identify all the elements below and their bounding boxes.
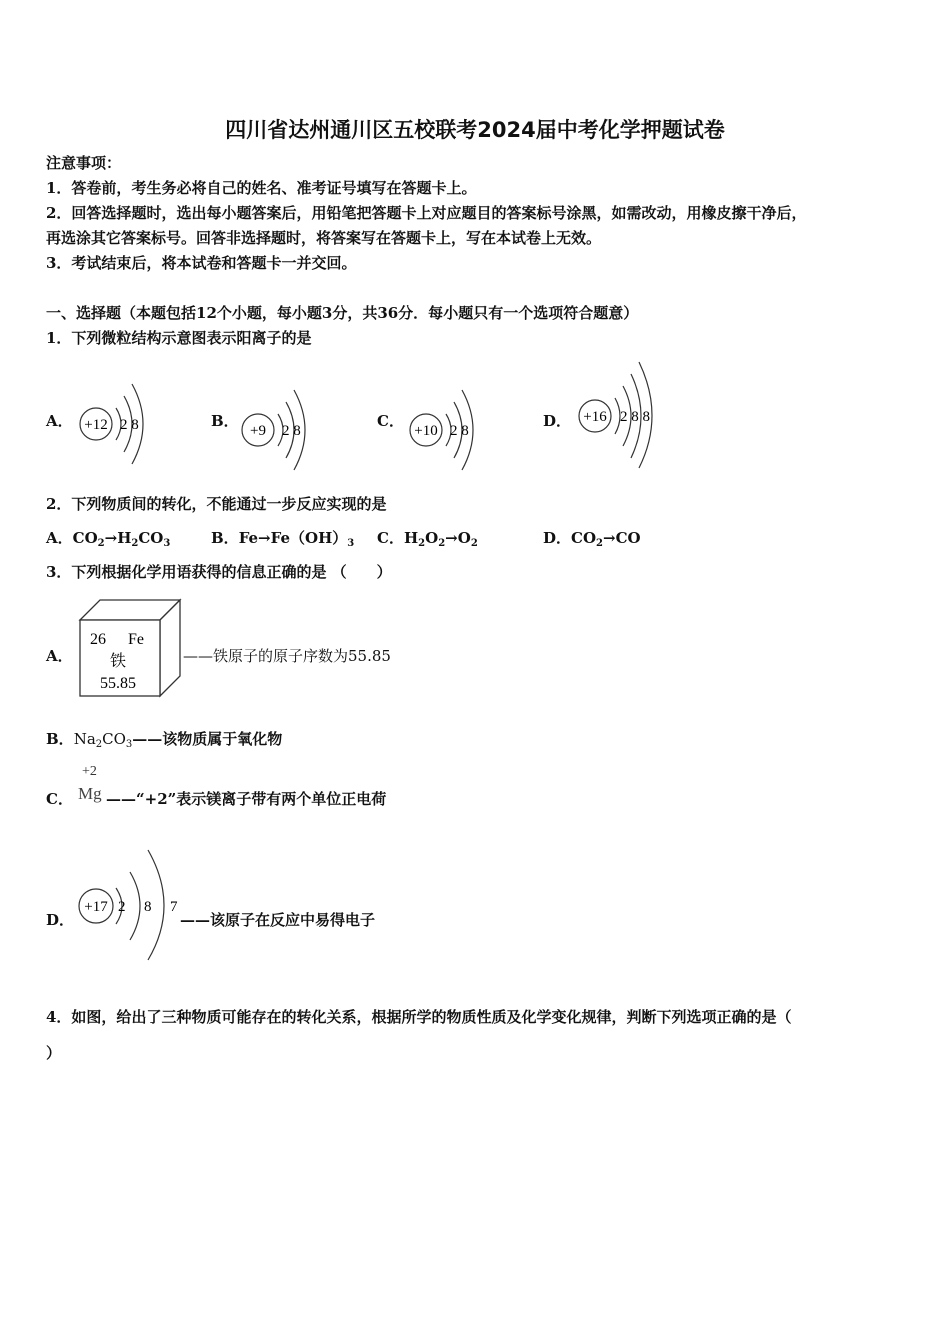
q1-option-b-diagram xyxy=(238,384,318,474)
q3-option-b: B．$Na_2CO_3——$该物质属于氧化物 xyxy=(46,730,283,750)
section-heading: 一、选择题（本题包括12个小题，每小题3分，共36分．每小题只有一个选项符合题意） xyxy=(46,304,639,322)
q1-option-b-label: B． xyxy=(211,412,239,430)
element-symbol: Fe xyxy=(128,631,144,648)
chlorine-atom-diagram xyxy=(74,846,186,962)
question-3-stem: 3．下列根据化学用语获得的信息正确的是 （ ） xyxy=(46,563,392,581)
mg-symbol: Mg xyxy=(78,784,102,803)
shell-3-electrons: 7 xyxy=(170,899,178,915)
question-2-stem: 2．下列物质间的转化，不能通过一步反应实现的是 xyxy=(46,495,387,513)
q1-option-c-diagram xyxy=(406,384,486,474)
nucleus-charge: +12 xyxy=(84,417,108,433)
mg-charge: +2 xyxy=(82,764,97,779)
shell-1-electrons: 2 xyxy=(118,899,126,915)
atomic-mass: 55.85 xyxy=(100,675,136,692)
question-4-stem: 4．如图，给出了三种物质可能存在的转化关系，根据所学的物质性质及化学变化规律，判断下列选项正确的是（ xyxy=(46,1008,792,1026)
q1-option-d-label: D． xyxy=(543,412,572,430)
electron-shells: 2 8 xyxy=(120,417,139,433)
question-4-stem-end: ） xyxy=(46,1044,62,1062)
q3-option-a-label: A． xyxy=(46,647,73,665)
element-name: 铁 xyxy=(110,653,127,670)
notice-item: 再选涂其它答案标号。回答非选择题时，将答案写在答题卡上，写在本试卷上无效。 xyxy=(46,229,602,247)
nucleus-charge: +9 xyxy=(250,423,266,439)
q1-option-a-label: A． xyxy=(46,412,73,430)
notice-heading: 注意事项： xyxy=(46,154,122,172)
q3-option-d-desc: ——该原子在反应中易得电子 xyxy=(180,911,376,929)
q2-option-d: D．$CO_2\to CO$ xyxy=(543,529,641,549)
page-title: 四川省达州通川区五校联考2024届中考化学押题试卷 xyxy=(225,118,725,142)
element-cell-iron xyxy=(76,596,186,698)
q1-option-d-diagram xyxy=(575,358,675,470)
q2-option-b: B．$Fe\to Fe(OH)_3$ xyxy=(211,529,355,549)
notice-item: 3．考试结束后，将本试卷和答题卡一并交回。 xyxy=(46,254,357,272)
q2-option-a: A．$CO_2\to H_2CO_3$ xyxy=(46,529,171,549)
notice-item: 2．回答选择题时，选出每小题答案后，用铅笔把答题卡上对应题目的答案标号涂黑，如需改动，用橡皮擦干净后， xyxy=(46,204,807,222)
q1-option-a-diagram xyxy=(76,378,156,468)
q3-option-c-desc: ——“+2”表示镁离子带有两个单位正电荷 xyxy=(106,790,387,808)
notice-item: 1．答卷前，考生务必将自己的姓名、准考证号填写在答题卡上。 xyxy=(46,179,477,197)
electron-shells: 2 8 8 xyxy=(620,409,650,425)
atomic-number: 26 xyxy=(90,631,106,648)
electron-shells: 2 8 xyxy=(282,423,301,439)
q1-option-c-label: C． xyxy=(377,412,404,430)
electron-shells: 2 8 xyxy=(450,423,469,439)
nucleus-charge: +16 xyxy=(583,409,607,425)
q3-option-d-label: D． xyxy=(46,911,75,929)
q3-option-a-desc: ——铁原子的原子序数为55.85 xyxy=(183,647,391,665)
shell-2-electrons: 8 xyxy=(144,899,152,915)
question-1-stem: 1．下列微粒结构示意图表示阳离子的是 xyxy=(46,329,312,347)
nucleus-charge: +17 xyxy=(84,899,108,915)
nucleus-charge: +10 xyxy=(414,423,438,439)
q3-option-c-label: C． xyxy=(46,790,73,808)
q2-option-c: C．$H_2O_2\to O_2$ xyxy=(377,529,478,549)
